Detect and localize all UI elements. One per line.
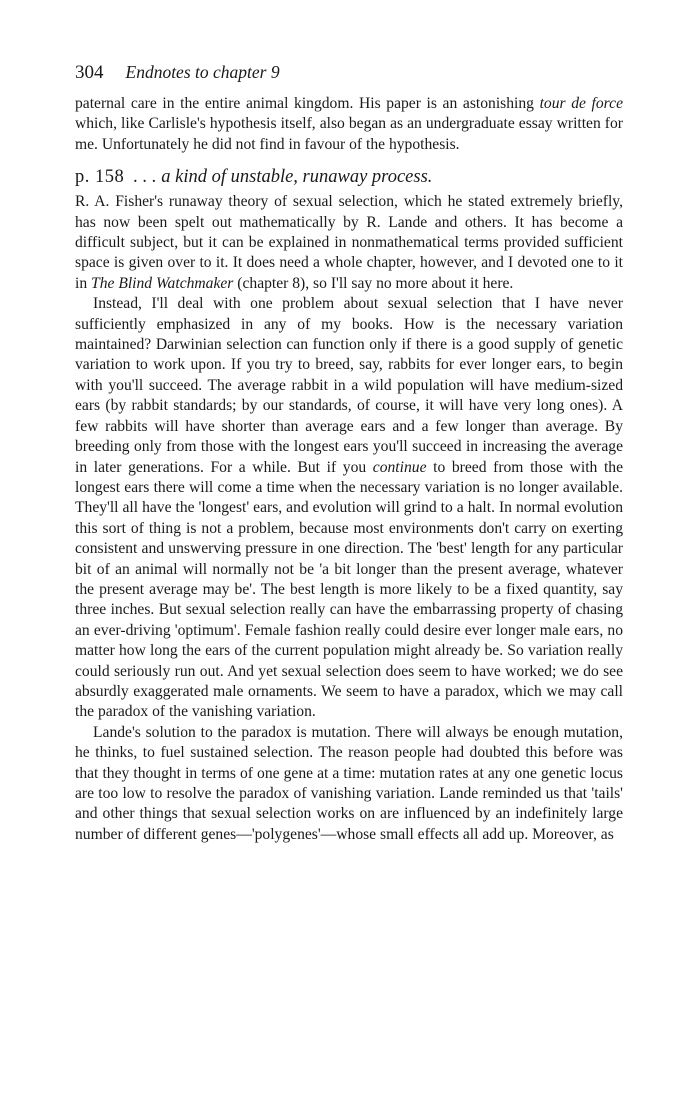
continued-text-end: which, like Carlisle's hypothesis itself, also began as an undergraduate essay written for me. Unfortunately he did not find in favour of the hypothesis.	[75, 115, 623, 153]
paragraph-variation-text-start: Instead, I'll deal with one problem about sexual selection that I have never sufficiently emphasized in any of my books. How is the necessary variation maintained? Darwinian selection can function only if there is a good supply of genetic variation to work upon. If you try to breed, say, rabbits for ever longer ears, to begin with you'll succeed. The average rabbit in a wild population will have medium-sized ears (by rabbit standards; by our standards, of course, it will have very long ones). A few rabbits will have shorter than average ears and a few longer than average. By breeding only from those with the longest ears you'll succeed in increasing the average in later generations. For a while. But if you	[75, 295, 623, 476]
continued-paragraph	[75, 94, 623, 155]
running-head	[75, 62, 623, 88]
continued-text-start: paternal care in the entire animal kingdom. His paper is an astonishing	[75, 95, 540, 112]
book-title-blind-watchmaker: The Blind Watchmaker	[91, 274, 234, 292]
paragraph-variation-text-end: to breed from those with the longest ears there will come a time when the necessary variation is no longer available. They'll all have the 'longest' ears, and evolution will grind to a halt. In normal evolution this sort of thing is not a problem, because most environments don't carry on exerting consistent and unswerving pressure in one direction. The 'best' length for any particular bit of an animal will normally not be 'a bit longer than the present average, whatever the present average may be'. The best length is more likely to be a fixed quantity, say three inches. But sexual selection really can have the embarrassing property of chasing an ever-driving 'optimum'. Female fashion really could desire ever longer male ears, no matter how long the ears of the current population might already be. So variation really could seriously run out. And yet sexual selection does seem to have worked; we do see absurdly exaggerated male ornaments. We seem to have a paradox, which we may call the paradox of the vanishing variation.	[75, 458, 624, 721]
italic-phrase-tour-de-force: tour de force	[539, 95, 624, 112]
note-quote: . . . a kind of unstable, runaway process.	[133, 167, 433, 188]
paragraph-variation	[75, 294, 623, 723]
paragraph-fisher	[75, 192, 623, 294]
paragraph-lande: Lande's solution to the paradox is mutation. There will always be enough mutation, he thinks, to fuel sustained selection. The reason people had doubted this before was that they thought in terms of one gene at a time: mutation rates at any one genetic locus are too low to resolve the paradox of vanishing variation. Lande reminded us that 'tails' and other things that sexual selection works on are influenced by an indefinitely large number of different genes—'polygenes'—whose small effects all add up. Moreover, as	[75, 723, 623, 843]
italic-word-continue: continue	[372, 458, 427, 476]
paragraph-fisher-text-end: (chapter 8), so I'll say no more about it here.	[233, 274, 514, 292]
paragraph-fisher-text-start: R. A. Fisher's runaway theory of sexual selection, which he stated extremely briefly, has now been spelt out mathematically by R. Lande and others. It has become a difficult subject, but it can be explained in nonmathematical terms provided sufficient space is given over to it. It does need a whole chapter, however, and I devoted one to it in	[75, 193, 623, 292]
page-number: 304	[75, 62, 104, 83]
note-page-reference: p. 158	[75, 167, 125, 188]
running-head-title: Endnotes to chapter 9	[125, 62, 280, 82]
note-heading	[75, 165, 623, 189]
book-page	[75, 62, 623, 845]
